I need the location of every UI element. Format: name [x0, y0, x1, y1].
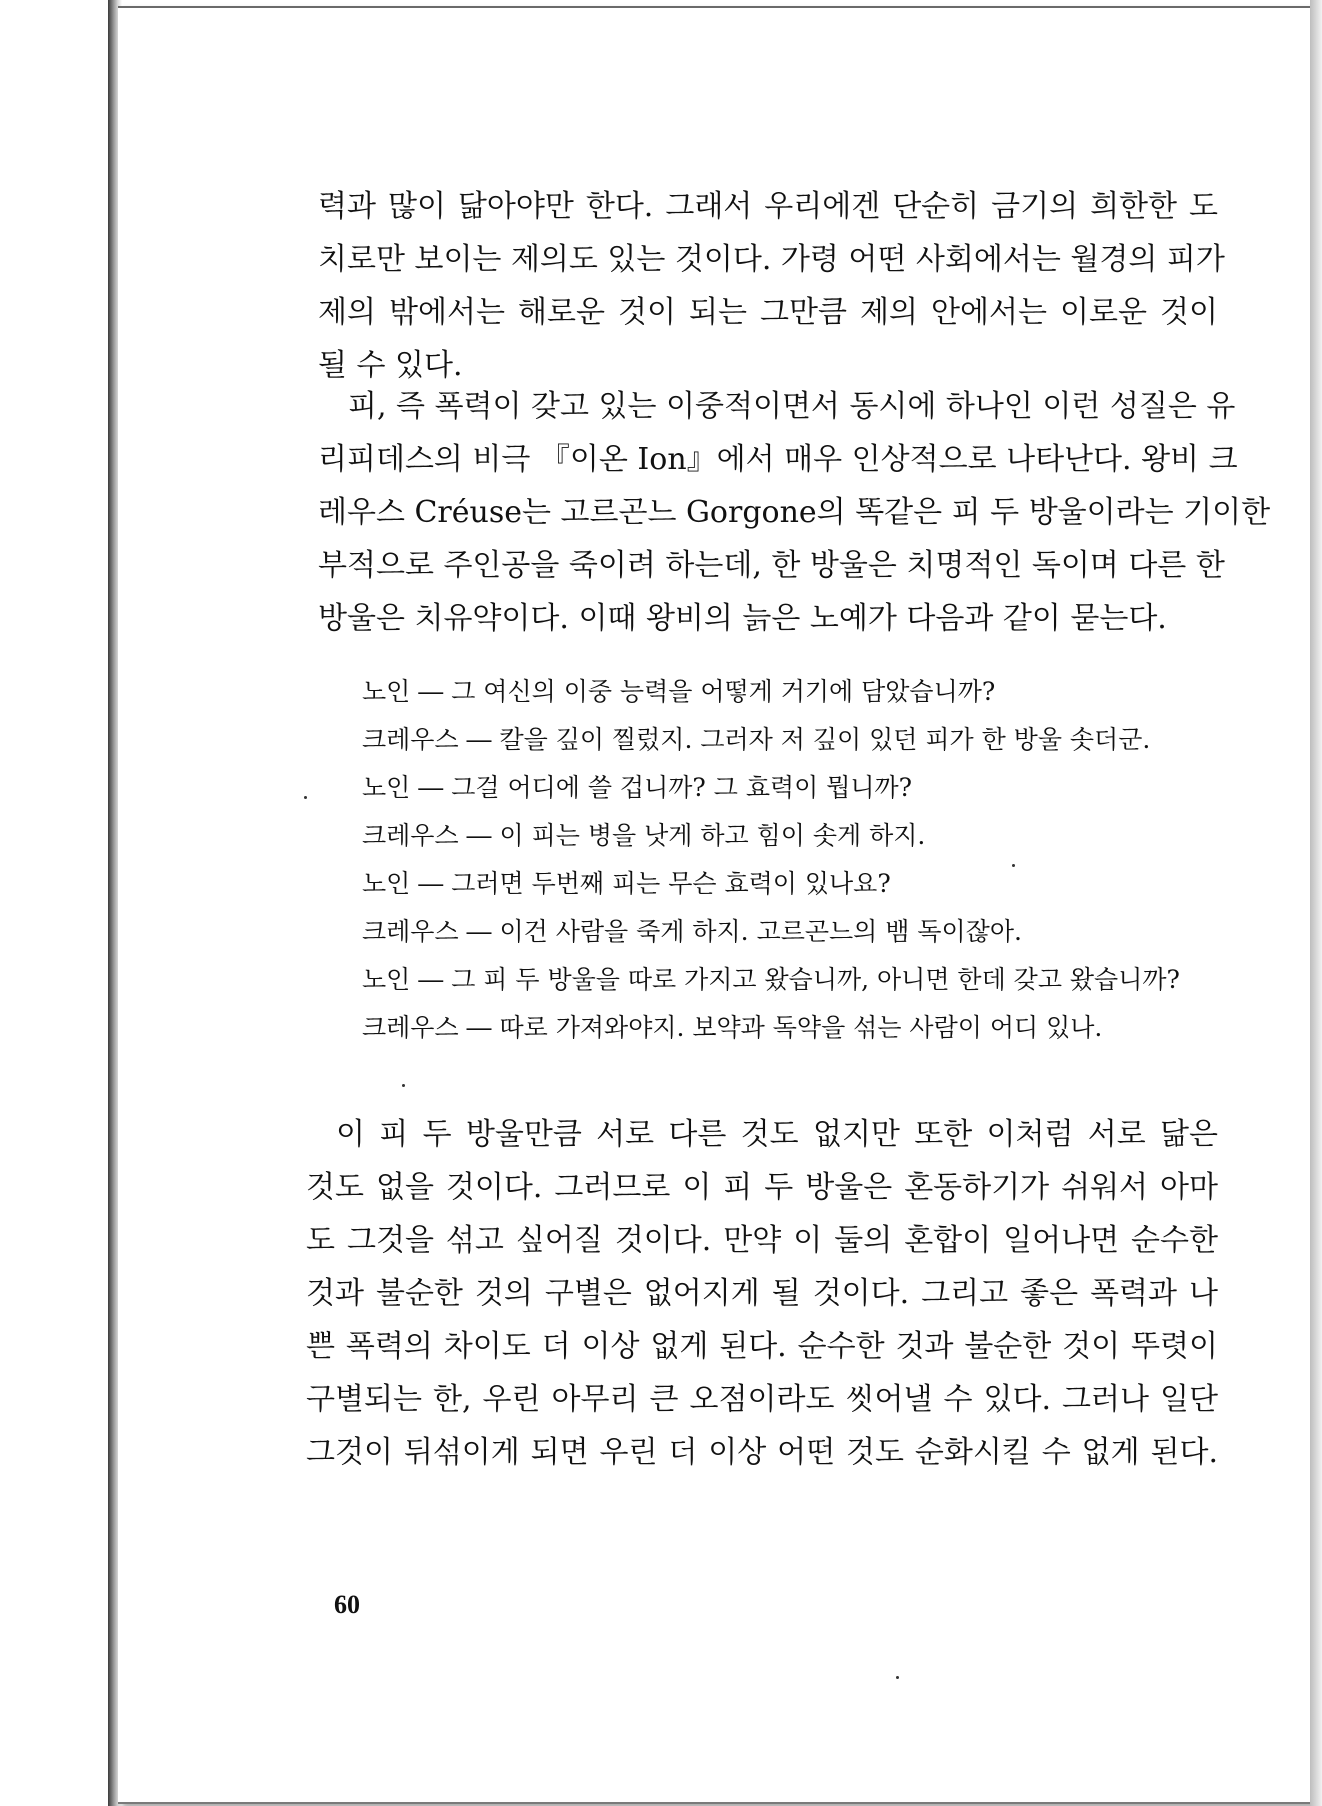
paragraph-3-line: 것도 없을 것이다. 그러므로 이 피 두 방울은 혼동하기가 쉬워서 아마 [306, 1170, 1218, 1205]
paragraph-2-line: 방울은 치유약이다. 이때 왕비의 늙은 노예가 다음과 같이 묻는다. [318, 601, 1167, 636]
paragraph-3 [306, 1108, 1218, 1479]
paragraph-3-line: 그것이 뒤섞이게 되면 우린 더 이상 어떤 것도 순화시킬 수 없게 된다. [306, 1435, 1218, 1470]
scan-speck [1012, 864, 1015, 867]
paragraph-3-line: 쁜 폭력의 차이도 더 이상 없게 된다. 순수한 것과 불순한 것이 뚜렷이 [306, 1329, 1218, 1364]
dialogue-line: 노인 ― 그러면 두번째 피는 무슨 효력이 있나요? [362, 869, 891, 898]
page-number: 60 [334, 1590, 360, 1619]
paragraph-1-line: 될 수 있다. [318, 348, 463, 383]
dialogue-line: 노인 ― 그 여신의 이중 능력을 어떻게 거기에 담았습니까? [362, 677, 996, 706]
page-right-edge [1310, 0, 1322, 1806]
dialogue-line: 크레우스 ― 이건 사람을 죽게 하지. 고르곤느의 뱀 독이잖아. [362, 917, 1022, 946]
paragraph-1-line: 치로만 보이는 제의도 있는 것이다. 가령 어떤 사회에서는 월경의 피가 [318, 242, 1225, 277]
paragraph-3-line: 구별되는 한, 우린 아무리 큰 오점이라도 씻어낼 수 있다. 그러나 일단 [306, 1382, 1218, 1417]
paragraph-2 [318, 380, 1271, 645]
paragraph-3-line: 이 피 두 방울만큼 서로 다른 것도 없지만 또한 이처럼 서로 닮은 [336, 1117, 1218, 1152]
dialogue-block [362, 668, 1222, 1052]
paragraph-1 [318, 180, 1225, 392]
dialogue-line: 노인 ― 그걸 어디에 쓸 겁니까? 그 효력이 뭡니까? [362, 773, 913, 802]
paragraph-3-line: 도 그것을 섞고 싶어질 것이다. 만약 이 둘의 혼합이 일어나면 순수한 [306, 1223, 1218, 1258]
paragraph-1-line: 제의 밖에서는 해로운 것이 되는 그만큼 제의 안에서는 이로운 것이 [318, 295, 1218, 330]
paragraph-2-line: 리피데스의 비극 『이온 Ion』에서 매우 인상적으로 나타난다. 왕비 크 [318, 442, 1238, 477]
paragraph-1-line: 력과 많이 닮아야만 한다. 그래서 우리에겐 단순히 금기의 희한한 도 [318, 189, 1218, 224]
paragraph-3-line: 것과 불순한 것의 구별은 없어지게 될 것이다. 그리고 좋은 폭력과 나 [306, 1276, 1218, 1311]
dialogue-line: 크레우스 ― 이 피는 병을 낫게 하고 힘이 솟게 하지. [362, 821, 926, 850]
paragraph-2-line: 부적으로 주인공을 죽이려 하는데, 한 방울은 치명적인 독이며 다른 한 [318, 548, 1225, 583]
dialogue-line: 노인 ― 그 피 두 방울을 따로 가지고 왔습니까, 아니면 한데 갖고 왔습니까? [362, 965, 1180, 994]
scan-speck [402, 1084, 405, 1087]
dialogue-line: 크레우스 ― 따로 가져와야지. 보약과 독약을 섞는 사람이 어디 있나. [362, 1013, 1103, 1042]
paragraph-2-line: 피, 즉 폭력이 갖고 있는 이중적이면서 동시에 하나인 이런 성질은 유 [348, 389, 1236, 424]
paragraph-2-line: 레우스 Créuse는 고르곤느 Gorgone의 똑같은 피 두 방울이라는 기이한 [318, 495, 1271, 530]
scan-speck [304, 796, 307, 799]
scan-speck [896, 1676, 899, 1679]
dialogue-line: 크레우스 ― 칼을 깊이 찔렀지. 그러자 저 깊이 있던 피가 한 방울 솟더군. [362, 725, 1151, 754]
